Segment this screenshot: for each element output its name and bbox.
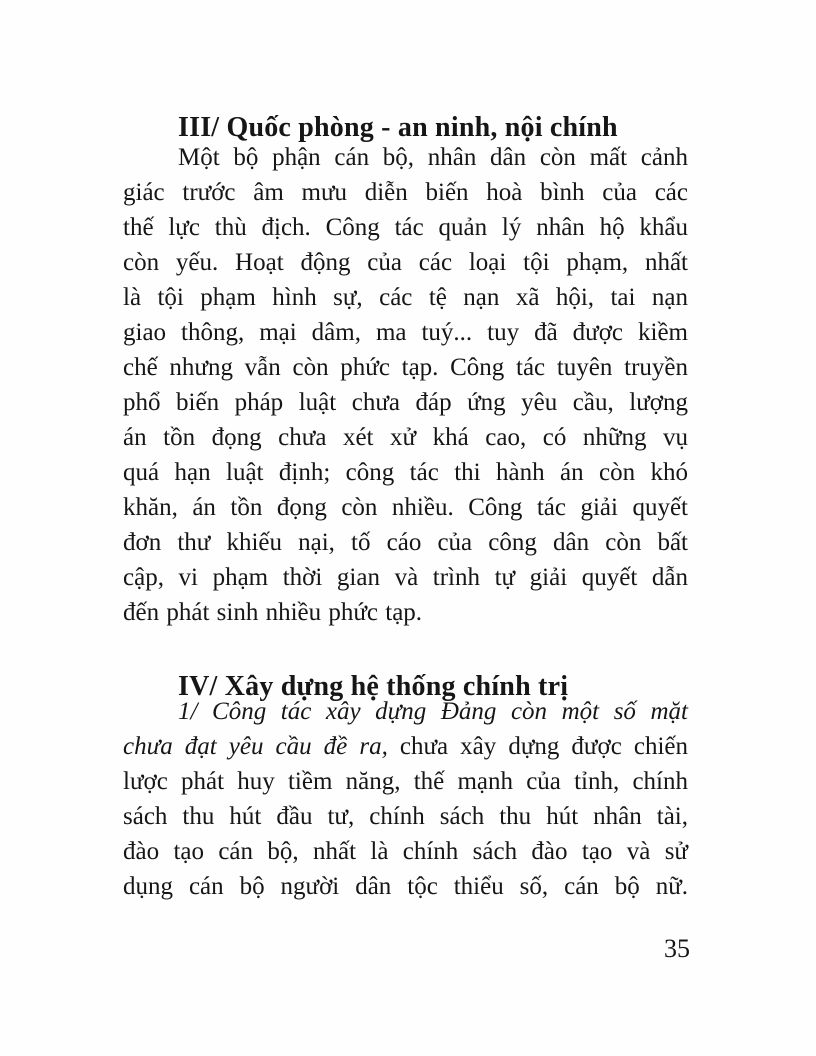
- text-segment: đến phát sinh nhiều phức tạp.: [123, 599, 423, 626]
- page-number: 35: [664, 934, 690, 963]
- text-line: [123, 799, 688, 834]
- text-line: [123, 560, 688, 595]
- paragraph-security: [123, 140, 688, 630]
- text-segment: đào tạo cán bộ, nhất là chính sách đào tạo và sử: [123, 838, 688, 865]
- text-segment: giác trước âm mưu diễn biến hoà bình của các: [123, 179, 688, 206]
- text-segment: còn yếu. Hoạt động của các loại tội phạm, nhất: [123, 249, 688, 276]
- text-line: [123, 245, 688, 280]
- text-line: [123, 834, 688, 869]
- text-line: [123, 764, 688, 799]
- text-line: [123, 210, 688, 245]
- text-line: [123, 350, 688, 385]
- text-line: [123, 420, 688, 455]
- section-heading-political: IV/ Xây dựng hệ thống chính trị: [178, 671, 569, 703]
- text-line: [123, 280, 688, 315]
- text-segment: án tồn đọng chưa xét xử khá cao, có những vụ: [123, 424, 688, 451]
- text-segment: lược phát huy tiềm năng, thế mạnh của tỉnh, chính: [123, 768, 688, 795]
- text-segment: đơn thư khiếu nại, tố cáo của công dân còn bất: [123, 529, 688, 556]
- text-line: [123, 595, 688, 630]
- text-segment: dụng cán bộ người dân tộc thiểu số, cán bộ nữ.: [123, 873, 688, 900]
- text-line: [123, 315, 688, 350]
- text-line: [123, 455, 688, 490]
- text-segment: thế lực thù địch. Công tác quản lý nhân hộ khẩu: [123, 214, 688, 241]
- paragraph-political: [123, 694, 688, 904]
- text-segment: chế nhưng vẫn còn phức tạp. Công tác tuyên truyền: [123, 354, 688, 381]
- text-line: [123, 385, 688, 420]
- text-line: [123, 140, 688, 175]
- text-segment: Một bộ phận cán bộ, nhân dân còn mất cảnh: [178, 144, 688, 171]
- text-line: [123, 694, 688, 729]
- text-segment: phổ biến pháp luật chưa đáp ứng yêu cầu, lượng: [123, 389, 688, 416]
- text-segment: khăn, án tồn đọng còn nhiều. Công tác giải quyết: [123, 494, 688, 521]
- italic-text-segment: chưa đạt yêu cầu đề ra,: [123, 733, 388, 760]
- italic-text-segment: 1/ Công tác xây dựng Đảng còn một số mặt: [178, 698, 688, 725]
- text-segment: là tội phạm hình sự, các tệ nạn xã hội, tai nạn: [123, 284, 688, 311]
- text-segment: giao thông, mại dâm, ma tuý... tuy đã được kiềm: [123, 319, 688, 346]
- text-segment: chưa xây dựng được chiến: [387, 733, 688, 760]
- text-segment: sách thu hút đầu tư, chính sách thu hút nhân tài,: [123, 803, 688, 830]
- text-line: [123, 175, 688, 210]
- text-line: [123, 525, 688, 560]
- text-line: [123, 490, 688, 525]
- section-heading-security: III/ Quốc phòng - an ninh, nội chính: [178, 112, 618, 144]
- text-segment: cập, vi phạm thời gian và trình tự giải quyết dẫn: [123, 564, 688, 591]
- text-segment: quá hạn luật định; công tác thi hành án còn khó: [123, 459, 688, 486]
- text-line: [123, 729, 688, 764]
- text-line: [123, 869, 688, 904]
